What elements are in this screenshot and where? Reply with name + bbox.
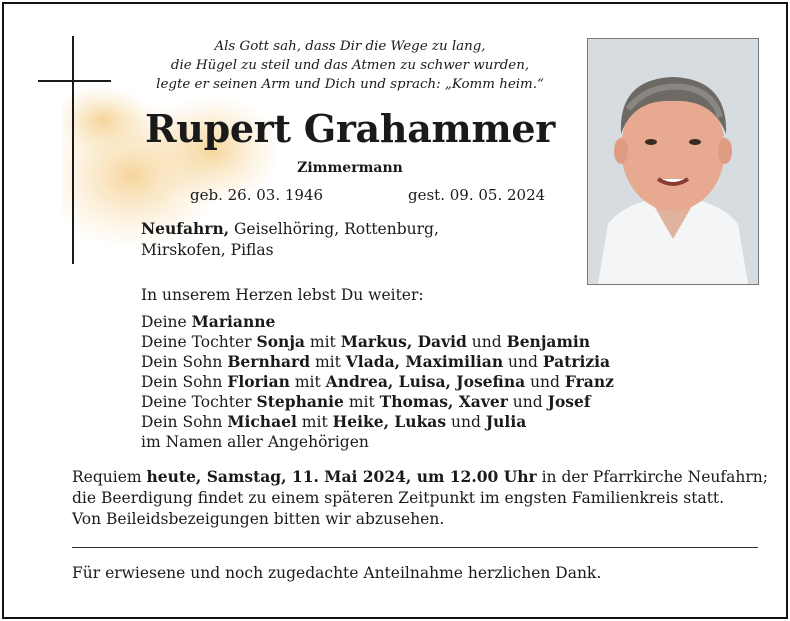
family-relation-text: mit (343, 393, 380, 411)
memorial-quote (130, 37, 570, 94)
condolence-note: Von Beileidsbezeigungen bitten wir abzusehen. (72, 510, 445, 528)
family-line (141, 412, 614, 432)
family-line (141, 432, 614, 452)
requiem-prefix: Requiem (72, 468, 147, 486)
main-place: Neufahrn, (141, 219, 230, 238)
requiem-notice (72, 466, 768, 530)
death-date: gest. 09. 05. 2024 (408, 186, 546, 204)
family-relation-text: und (503, 353, 543, 371)
burial-note: die Beerdigung findet zu einem späteren Zeitpunkt im engsten Familienkreis statt. (72, 489, 725, 507)
family-relation-text: Dein Sohn (141, 373, 228, 391)
family-member-name: Julia (485, 412, 527, 431)
quote-line-3: legte er seinen Arm und Dich und sprach: „Komm heim.“ (156, 77, 544, 92)
family-member-name: Josef (547, 392, 591, 411)
family-member-name: Benjamin (506, 332, 591, 351)
family-member-name: Vlada, Maximilian (345, 352, 504, 371)
family-member-name: Marianne (191, 312, 276, 331)
family-relation-text: mit (296, 413, 333, 431)
family-member-name: Patrizia (542, 352, 611, 371)
family-relation-text: Dein Sohn (141, 413, 228, 431)
life-dates (190, 185, 546, 205)
places-of-residence (141, 218, 439, 261)
family-relation-text: mit (310, 353, 346, 371)
family-relation-text: mit (289, 373, 326, 391)
other-places-line-2: Mirskofen, Piflas (141, 241, 274, 259)
other-places: Geiselhöring, Rottenburg, (229, 220, 439, 238)
family-relation-text: Deine (141, 313, 192, 331)
cross-horizontal-bar (38, 80, 111, 82)
family-member-name: Sonja (256, 332, 305, 351)
quote-line-2: die Hügel zu steil und das Atmen zu schwer wurden, (170, 58, 530, 73)
cross-vertical-bar (72, 36, 74, 264)
family-relation-text: mit (304, 333, 341, 351)
deceased-profession: Zimmermann (297, 160, 403, 176)
family-member-name: Michael (227, 412, 297, 431)
thanks-line: Für erwiesene und noch zugedachte Anteilnahme herzlichen Dank. (72, 564, 602, 582)
family-member-name: Heike, Lukas (332, 412, 447, 431)
family-relation-text: und (525, 373, 565, 391)
family-relation-text: und (446, 413, 486, 431)
family-line (141, 372, 614, 392)
family-member-name: Franz (564, 372, 614, 391)
family-member-name: Andrea, Luisa, Josefina (325, 372, 526, 391)
requiem-location: in der Pfarrkirche Neufahrn; (536, 468, 768, 486)
divider-line (72, 547, 758, 548)
family-line (141, 332, 614, 352)
family-member-name: Stephanie (256, 392, 344, 411)
family-line (141, 392, 614, 412)
family-relation-text: und (507, 393, 548, 411)
family-member-name: Bernhard (227, 352, 311, 371)
requiem-date-time: heute, Samstag, 11. Mai 2024, um 12.00 Uhr (146, 467, 537, 486)
family-relation-text: und (466, 333, 507, 351)
family-line (141, 352, 614, 372)
intro-line: In unserem Herzen lebst Du weiter: (141, 286, 424, 304)
portrait-photo (587, 38, 759, 285)
family-relation-text: Deine Tochter (141, 393, 257, 411)
portrait-illustration (588, 39, 758, 284)
family-member-name: Florian (227, 372, 290, 391)
family-member-name: Markus, David (340, 332, 467, 351)
deceased-name: Rupert Grahammer (145, 106, 555, 151)
quote-line-1: Als Gott sah, dass Dir die Wege zu lang, (214, 39, 486, 54)
family-list (141, 312, 614, 452)
family-relation-text: Dein Sohn (141, 353, 228, 371)
family-relation-text: im Namen aller Angehörigen (141, 433, 369, 451)
family-relation-text: Deine Tochter (141, 333, 257, 351)
birth-date: geb. 26. 03. 1946 (190, 186, 324, 204)
family-line (141, 312, 614, 332)
family-member-name: Thomas, Xaver (379, 392, 508, 411)
